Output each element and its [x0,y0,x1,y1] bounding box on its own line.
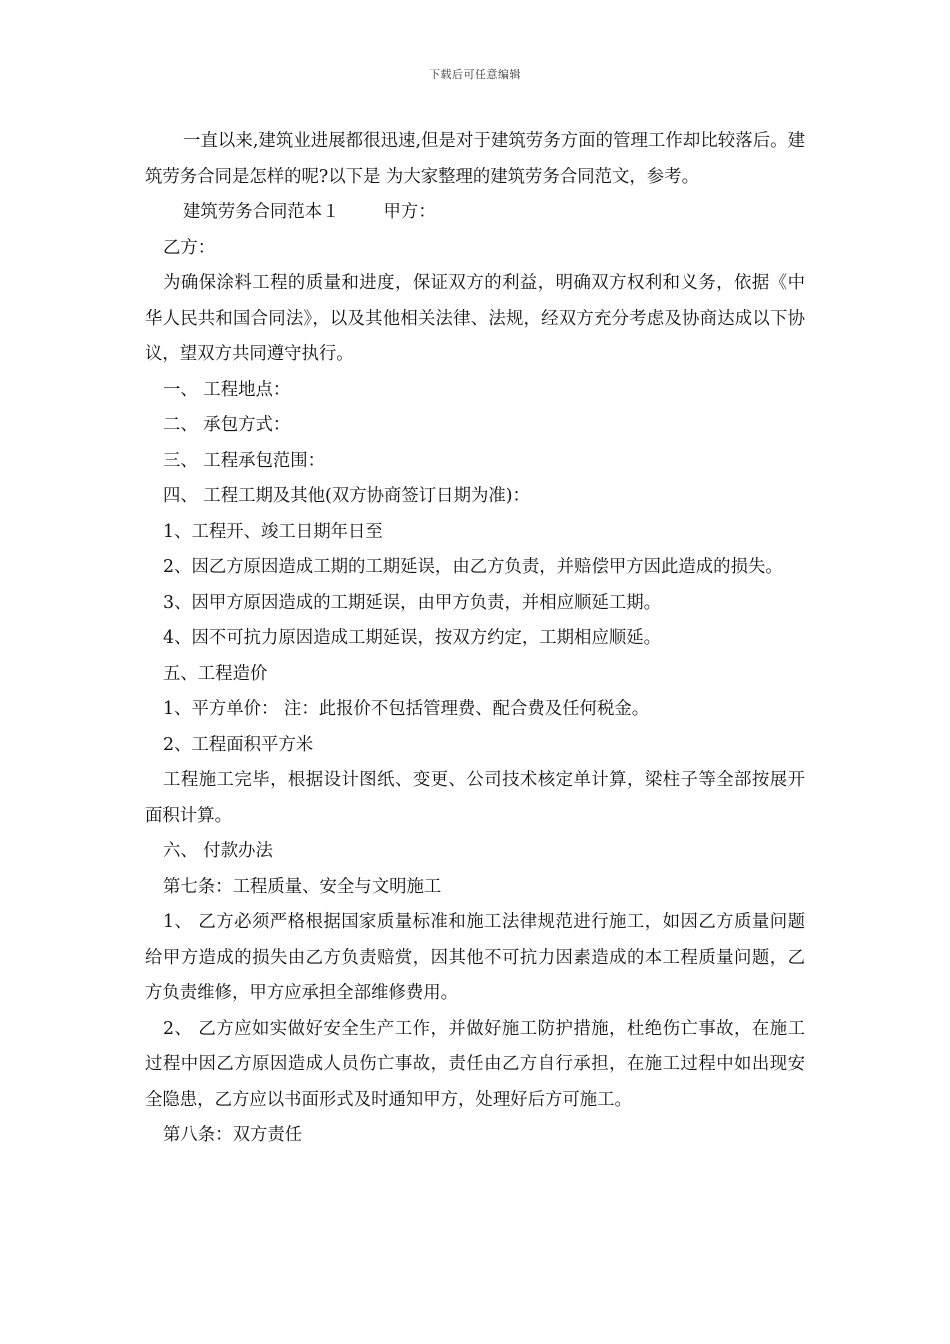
contract-title: 建筑劳务合同范本１ [183,202,340,222]
paragraph-section-6: 六、 付款办法 [163,841,273,861]
paragraph-item-4-4: 4、因不可抗力原因造成工期延误，按双方约定，工期相应顺延。 [163,628,662,648]
party-a-label: 甲方： [383,202,436,222]
paragraph-item-5-1: 1、平方单价： 注：此报价不包括管理费、配合费及任何税金。 [163,699,650,719]
paragraph-area-calc: 工程施工完毕，根据设计图纸、变更、公司技术核定单计算，梁柱子等全部按展开面积计算。 [145,770,805,826]
page-header: 下载后可任意编辑 [429,68,521,81]
paragraph-section-4: 四、 工程工期及其他(双方协商签订日期为准)： [163,486,530,506]
paragraph-item-4-1: 1、工程开、竣工日期年日至 [163,521,383,542]
paragraph-section-2: 二、 承包方式： [163,415,291,435]
document-body [145,124,805,1154]
paragraph-section-3: 三、 工程承包范围： [163,450,326,471]
paragraph-item-4-3: 3、因甲方原因造成的工期延误，由甲方负责，并相应顺延工期。 [163,592,662,613]
paragraph-item-5-2: 2、工程面积平方米 [163,734,314,755]
paragraph-item-7-2: 2、 乙方应如实做好安全生产工作，并做好施工防护措施，杜绝伤亡事故，在施工过程中因乙方原因造成人员伤亡事故，责任由乙方自行承担，在施工过程中如出现安全隐患，乙方应以书面形式及时通知甲方，处理好后方可施工。 [145,1018,805,1110]
paragraph-contract-title [145,195,805,231]
paragraph-article-7: 第七条：工程质量、安全与文明施工 [163,876,442,897]
paragraph-purpose: 为确保涂料工程的质量和进度，保证双方的利益，明确双方权利和义务，依据《中华人民共和国合同法》，以及其他相关法律、法规，经双方充分考虑及协商达成以下协议，望双方共同遵守执行。 [145,273,805,364]
paragraph-item-7-1: 1、 乙方必须严格根据国家质量标准和施工法律规范进行施工，如因乙方质量问题给甲方造成的损失由乙方负责赔赏，因其他不可抗力因素造成的本工程质量问题，乙方负责维修，甲方应承担全部维修费用。 [145,912,805,1003]
paragraph-item-4-2: 2、因乙方原因造成工期的工期延误，由乙方负责，并赔偿甲方因此造成的损失。 [163,557,783,577]
paragraph-article-8: 第八条：双方责任 [163,1125,303,1145]
paragraph-party-b: 乙方： [163,237,216,258]
paragraph-section-5: 五、工程造价 [163,663,268,684]
paragraph-section-1: 一、 工程地点： [163,379,291,400]
paragraph-intro: 一直以来,建筑业进展都很迅速,但是对于建筑劳务方面的管理工作却比较落后。建筑劳务合同是怎样的呢?以下是 为大家整理的建筑劳务合同范文，参考。 [145,131,805,187]
